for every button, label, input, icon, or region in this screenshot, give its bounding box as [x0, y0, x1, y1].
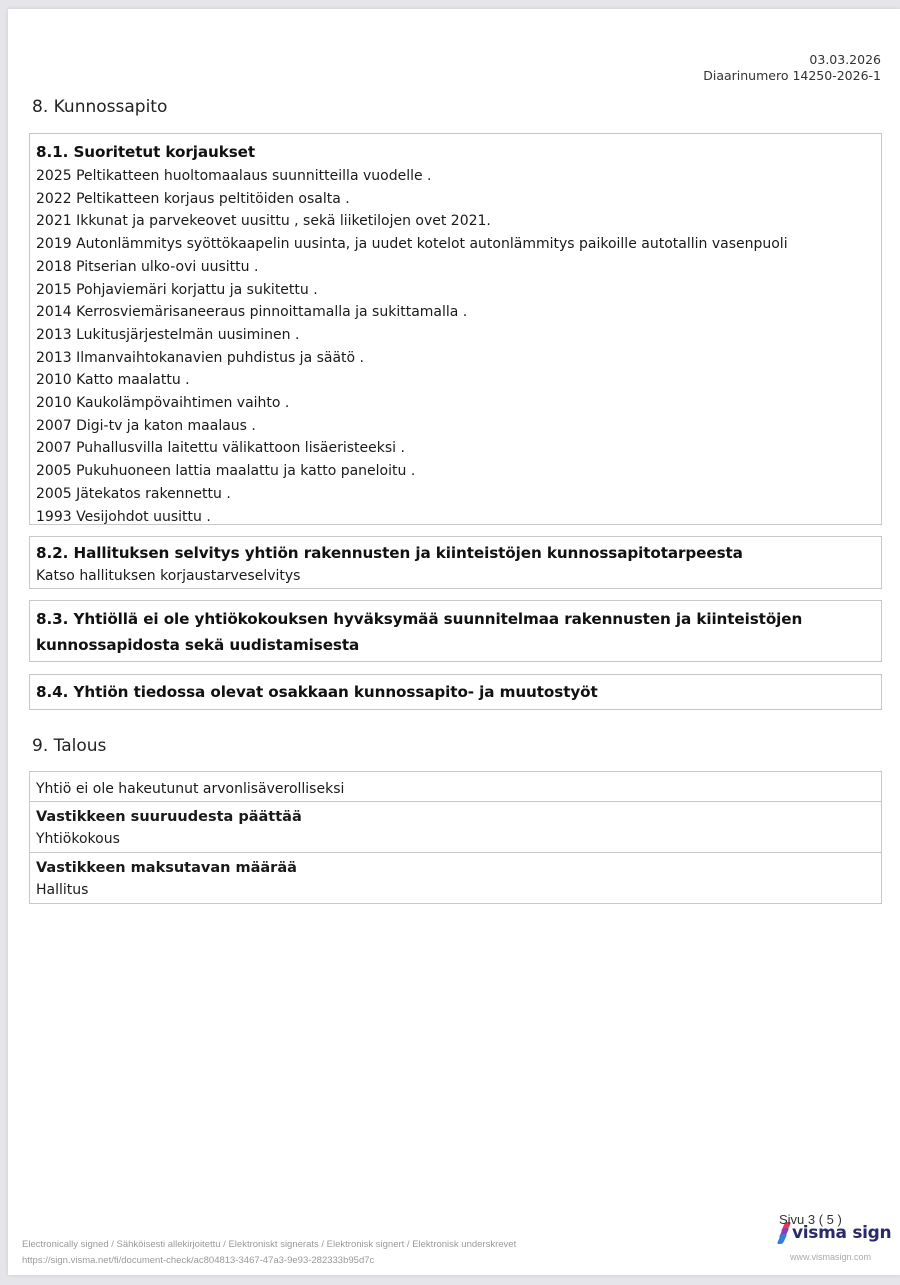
repair-item: 2022 Peltikatteen korjaus peltitöiden osalta .: [36, 190, 350, 207]
completed-repairs-title: 8.1. Suoritetut korjaukset: [36, 143, 256, 161]
repair-item: 2005 Pukuhuoneen lattia maalattu ja katto paneloitu .: [36, 463, 416, 480]
document-date: 03.03.2026: [809, 52, 881, 67]
vat-row: [30, 772, 881, 802]
repair-item: 2013 Lukitusjärjestelmän uusiminen .: [36, 326, 300, 343]
repair-item: 2021 Ikkunat ja parvekeovet uusittu , sekä liiketilojen ovet 2021.: [36, 213, 491, 230]
repair-item: 2019 Autonlämmitys syöttökaapelin uusinta, ja uudet kotelot autonlämmitys paikoille autotallin vasenpuoli: [36, 236, 788, 253]
completed-repairs-box: [29, 133, 882, 525]
finance-row-value: Hallitus: [36, 882, 89, 898]
maintenance-plan-box: [29, 600, 882, 662]
signed-text: Electronically signed / Sähköisesti allekirjoitettu / Elektroniskt signerats / Elektronisk signert / Elektronisk underskrevet: [22, 1239, 517, 1250]
board-report-title: 8.2. Hallituksen selvitys yhtiön rakennusten ja kiinteistöjen kunnossapitotarpeesta: [36, 544, 743, 562]
repair-item: 2013 Ilmanvaihtokanavien puhdistus ja säätö .: [36, 349, 365, 366]
repair-item: 2010 Katto maalattu .: [36, 372, 190, 389]
shareholder-works-box: [29, 674, 882, 710]
logo-text: visma sign: [792, 1223, 892, 1243]
repair-item: 2007 Puhallusvilla laitettu välikattoon lisäeristeeksi .: [36, 440, 405, 457]
repair-item: 2014 Kerrosviemärisaneeraus pinnoittamalla ja sukittamalla .: [36, 304, 468, 321]
shareholder-works-title: 8.4. Yhtiön tiedossa olevat osakkaan kunnossapito- ja muutostyöt: [36, 683, 598, 701]
repair-item: 2010 Kaukolämpövaihtimen vaihto .: [36, 395, 290, 412]
repair-item: 2025 Peltikatteen huoltomaalaus suunnitteilla vuodelle .: [36, 168, 432, 184]
finance-row-label: Vastikkeen suuruudesta päättää: [36, 809, 302, 825]
document-check-link[interactable]: https://sign.visma.net/fi/document-check/ac804813-3467-47a3-9e93-282333b95d7c: [22, 1255, 375, 1266]
finance-row-label: Vastikkeen maksutavan määrää: [36, 860, 297, 876]
section-9-title: 9. Talous: [32, 736, 107, 756]
document-page: [8, 9, 900, 1275]
board-report-box: [29, 536, 882, 589]
page-number: Sivu 3 ( 5 ): [779, 1212, 842, 1227]
maintenance-plan-title-line2: kunnossapidosta sekä uudistamisesta: [36, 636, 360, 654]
finance-box: [29, 771, 882, 904]
finance-row-value: Yhtiökokous: [36, 831, 120, 847]
repair-item: 2018 Pitserian ulko-ovi uusittu .: [36, 258, 259, 275]
diary-number: Diaarinumero 14250-2026-1: [703, 68, 881, 83]
logo-url: www.vismasign.com: [790, 1252, 872, 1262]
finance-row: [30, 802, 881, 853]
repair-item: 2007 Digi-tv ja katon maalaus .: [36, 417, 256, 434]
signature-footer: [22, 1237, 516, 1269]
finance-row: [30, 853, 881, 903]
repair-item: 2015 Pohjaviemäri korjattu ja sukitettu .: [36, 281, 318, 298]
section-8-title: 8. Kunnossapito: [32, 97, 168, 117]
document-header: [703, 52, 881, 84]
repair-item: 1993 Vesijohdot uusittu .: [36, 508, 211, 525]
maintenance-plan-title-line1: 8.3. Yhtiöllä ei ole yhtiökokouksen hyväksymää suunnitelmaa rakennusten ja kiinteistöjen: [36, 610, 803, 628]
repair-item: 2005 Jätekatos rakennettu .: [36, 485, 231, 502]
board-report-text: Katso hallituksen korjaustarveselvitys: [36, 568, 301, 584]
vat-text: Yhtiö ei ole hakeutunut arvonlisäverolliseksi: [36, 781, 345, 797]
